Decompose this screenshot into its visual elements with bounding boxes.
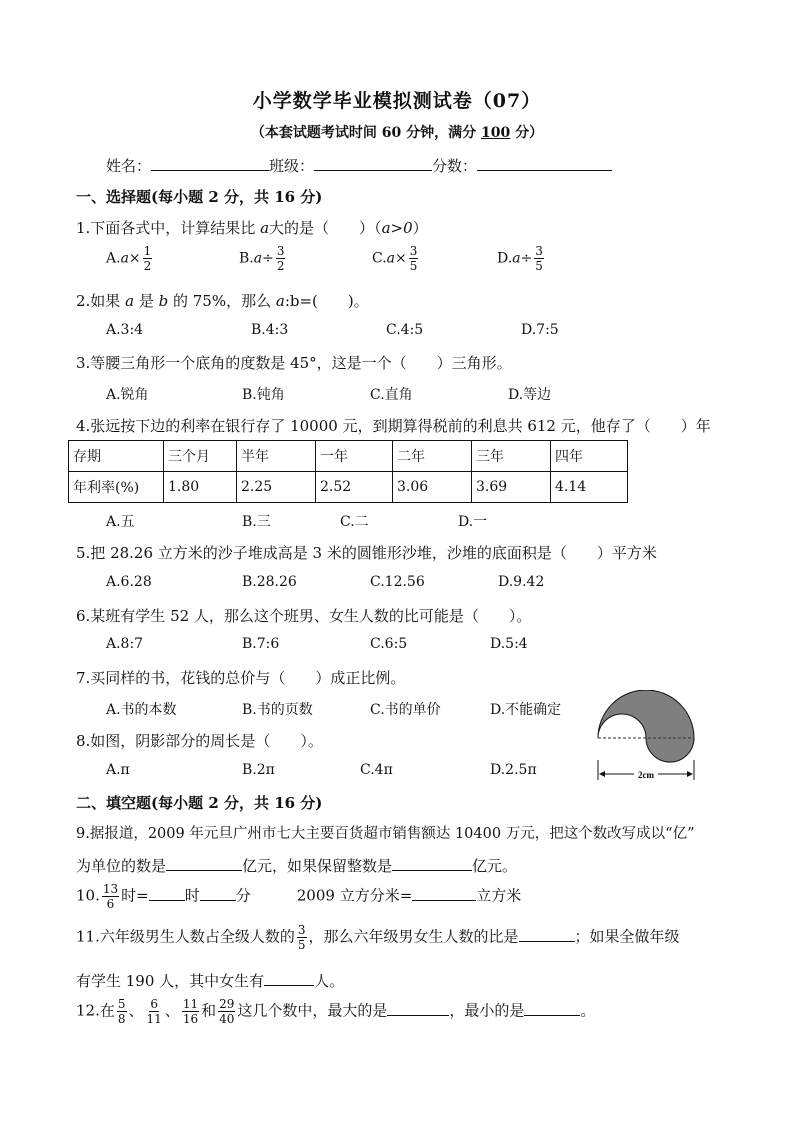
q5-option-c[interactable]: C.12.56 <box>370 574 425 590</box>
table-cell: 半年 <box>237 441 316 472</box>
q1-text-c: ） <box>412 219 428 237</box>
q1-option-b[interactable] <box>239 244 287 273</box>
name-row <box>106 155 612 176</box>
q7-option-d[interactable]: D.不能确定 <box>490 702 562 718</box>
q2-text: 2.如果 <box>76 292 126 310</box>
q1-condition: a>0 <box>381 219 413 237</box>
question-9-line-1: 9.据报道，2009 年元旦广州市七大主要百货超市销售额达 10400 万元，把这个数改写成以“亿” <box>76 826 695 842</box>
q10-text: 时= <box>121 886 149 905</box>
denominator: 5 <box>409 259 418 273</box>
numerator: 3 <box>297 923 306 937</box>
option-expr: a÷ <box>253 250 274 267</box>
q11-text-b: ，那么六年级男女生人数的比是 <box>308 927 519 946</box>
table-cell: 4.14 <box>551 472 628 503</box>
q12-max-blank[interactable] <box>387 1001 449 1016</box>
denominator: 11 <box>146 1012 162 1026</box>
denominator: 5 <box>297 938 306 952</box>
numerator: 5 <box>117 997 126 1011</box>
q11-girls-blank[interactable] <box>264 971 314 986</box>
fraction <box>143 244 153 273</box>
option-expr: a× <box>386 250 407 267</box>
q12-text-c: ，最小的是 <box>449 1001 525 1020</box>
q11-text-d: 有学生 190 人，其中女生有 <box>76 972 265 990</box>
q3-option-a[interactable]: A.锐角 <box>106 387 149 403</box>
page-title: 小学数学毕业模拟测试卷（07） <box>252 90 542 112</box>
q9-blank-1[interactable] <box>166 856 242 871</box>
q4-option-a[interactable]: A.五 <box>106 514 135 530</box>
q3-option-c[interactable]: C.直角 <box>370 387 413 403</box>
q10-volume-unit: 立方米 <box>476 886 522 905</box>
question-11-line-1 <box>76 923 680 952</box>
fraction <box>409 244 419 273</box>
subtitle-text: （本套试题考试时间 60 分钟，满分 <box>250 125 481 141</box>
name-blank[interactable] <box>151 156 269 171</box>
question-10 <box>76 882 521 911</box>
q12-and: 和 <box>201 1001 217 1020</box>
q2-var-a: a <box>125 292 135 310</box>
fraction <box>117 997 127 1026</box>
question-8: 8.如图，阴影部分的周长是（ ）。 <box>76 732 323 750</box>
q12-min-blank[interactable] <box>524 1001 580 1016</box>
question-9-line-2 <box>76 855 517 876</box>
question-4: 4.张远按下边的利率在银行存了 10000 元，到期算得税前的利息共 612 元，他存了（ ）年 <box>76 417 711 435</box>
score-label: 分数： <box>432 157 478 175</box>
q2-option-d[interactable]: D.7:5 <box>521 322 559 338</box>
score-blank[interactable] <box>477 156 612 171</box>
q1-var: a <box>260 219 270 237</box>
table-cell: 1.80 <box>164 472 237 503</box>
q8-option-c[interactable]: C.4π <box>360 762 393 778</box>
q2-option-a[interactable]: A.3:4 <box>106 322 144 338</box>
table-row <box>69 472 628 503</box>
q7-option-b[interactable]: B.书的页数 <box>242 702 313 718</box>
numerator: 1 <box>143 244 152 258</box>
question-3: 3.等腰三角形一个底角的度数是 45°，这是一个（ ）三角形。 <box>76 354 512 372</box>
exam-subtitle <box>0 122 794 142</box>
option-expr: a× <box>120 250 141 267</box>
table-cell: 三个月 <box>164 441 237 472</box>
numerator: 3 <box>535 244 543 258</box>
fraction <box>182 997 199 1026</box>
q8-option-b[interactable]: B.2π <box>242 762 275 778</box>
q6-option-c[interactable]: C.6:5 <box>370 636 408 652</box>
q7-option-c[interactable]: C.书的单价 <box>370 702 441 718</box>
denominator: 2 <box>143 259 152 273</box>
subtitle-text-end: 分） <box>510 125 544 141</box>
denominator: 40 <box>219 1012 235 1026</box>
q6-option-b[interactable]: B.7:6 <box>242 636 280 652</box>
numerator: 13 <box>102 882 119 896</box>
full-score: 100 <box>481 125 511 141</box>
fraction <box>534 244 544 273</box>
numerator: 6 <box>150 997 158 1011</box>
question-7: 7.买同样的书，花钱的总价与（ ）成正比例。 <box>76 669 406 687</box>
numerator: 3 <box>276 244 285 258</box>
table-header-row <box>69 441 628 472</box>
q12-text-b: 这几个数中，最大的是 <box>237 1001 388 1020</box>
q1-text: 1.下面各式中，计算结果比 <box>76 219 261 237</box>
table-cell: 一年 <box>316 441 393 472</box>
shaded-region <box>598 690 694 762</box>
q9-text-b: 亿元，如果保留整数是 <box>242 857 393 875</box>
q9-text-c: 亿元。 <box>472 857 518 875</box>
q8-option-a[interactable]: A.π <box>106 762 130 778</box>
q1-option-c[interactable] <box>372 244 420 273</box>
separator: 、 <box>164 1001 180 1020</box>
q11-text: 11.六年级男生人数占全级人数的 <box>76 927 295 946</box>
numerator: 29 <box>219 997 235 1011</box>
q2-option-c[interactable]: C.4:5 <box>386 322 424 338</box>
table-cell: 四年 <box>551 441 628 472</box>
q3-option-d[interactable]: D.等边 <box>508 387 552 403</box>
q11-ratio-blank[interactable] <box>519 927 575 942</box>
separator: 、 <box>128 1001 144 1020</box>
q10-hour-blank[interactable] <box>149 886 185 901</box>
denominator: 2 <box>276 259 285 273</box>
question-2 <box>76 290 369 311</box>
q1-option-d[interactable] <box>497 244 546 273</box>
denominator: 16 <box>182 1012 199 1026</box>
q4-option-d[interactable]: D.一 <box>458 514 488 530</box>
fraction <box>218 997 235 1026</box>
table-cell: 存期 <box>69 441 164 472</box>
option-label: A. <box>106 250 121 267</box>
table-cell: 2.25 <box>237 472 316 503</box>
q8-figure <box>590 690 708 786</box>
q3-option-b[interactable]: B.钝角 <box>242 387 285 403</box>
option-expr: a÷ <box>512 250 533 267</box>
question-11-line-2 <box>76 970 344 991</box>
table-cell: 3.06 <box>393 472 472 503</box>
q5-option-b[interactable]: B.28.26 <box>242 574 297 590</box>
q2-option-b[interactable]: B.4:3 <box>251 322 289 338</box>
q11-text-e: 人。 <box>314 972 345 990</box>
q2-var-b: b <box>158 292 169 310</box>
question-5: 5.把 28.26 立方米的沙子堆成高是 3 米的圆锥形沙堆，沙堆的底面积是（ ）平方米 <box>76 544 657 562</box>
q6-option-d[interactable]: D.5:4 <box>490 636 528 652</box>
q10-volume-text: 2009 立方分米= <box>296 886 413 905</box>
arrow-left-icon <box>599 771 605 777</box>
q8-option-d[interactable]: D.2.5π <box>490 762 537 778</box>
denominator: 5 <box>535 259 543 273</box>
q10-minute-unit: 分 <box>235 886 251 905</box>
q5-option-d[interactable]: D.9.42 <box>498 574 545 590</box>
denominator: 6 <box>106 897 115 911</box>
q10-volume-blank[interactable] <box>412 886 476 901</box>
fraction <box>146 997 163 1026</box>
q5-option-a[interactable]: A.6.28 <box>106 574 152 590</box>
table-cell: 年利率(%) <box>69 472 164 503</box>
table-cell: 三年 <box>472 441 551 472</box>
class-blank[interactable] <box>314 156 432 171</box>
q9-blank-2[interactable] <box>392 856 472 871</box>
q9-text: 为单位的数是 <box>76 857 167 875</box>
numerator: 3 <box>409 244 418 258</box>
q2-text-b: 是 <box>134 292 159 310</box>
q1-option-a[interactable] <box>106 244 154 273</box>
table-cell: 3.69 <box>472 472 551 503</box>
numerator: 11 <box>182 997 199 1011</box>
q2-text-c: 的 75%，那么 <box>168 292 276 310</box>
fraction <box>102 882 119 911</box>
q10-hour-unit: 时 <box>184 886 200 905</box>
table-cell: 二年 <box>393 441 472 472</box>
name-label: 姓名： <box>106 157 152 175</box>
option-label: B. <box>239 250 254 267</box>
q1-text-b: 大的是（ ）（ <box>269 219 382 237</box>
q4-option-b[interactable]: B.三 <box>242 514 271 530</box>
table-cell: 2.52 <box>316 472 393 503</box>
arrow-right-icon <box>687 771 693 777</box>
dimension-label: 2cm <box>638 770 654 780</box>
q4-option-c[interactable]: C.二 <box>340 514 369 530</box>
class-label: 班级： <box>269 157 315 175</box>
q10-number: 10. <box>76 886 100 905</box>
option-label: C. <box>372 250 387 267</box>
q12-text-d: 。 <box>580 1001 596 1020</box>
question-12 <box>76 997 595 1026</box>
interest-rate-table <box>68 440 628 503</box>
q12-text: 12.在 <box>76 1001 115 1020</box>
q7-option-a[interactable]: A.书的本数 <box>106 702 177 718</box>
q2-text-d: :b=( )。 <box>284 292 369 310</box>
question-6: 6.某班有学生 52 人，那么这个班男、女生人数的比可能是（ ）。 <box>76 607 532 625</box>
q11-text-c: ；如果全做年级 <box>574 927 680 946</box>
section-fill-heading: 二、填空题(每小题 2 分，共 16 分) <box>76 794 323 812</box>
q6-option-a[interactable]: A.8:7 <box>106 636 144 652</box>
q10-minute-blank[interactable] <box>200 886 236 901</box>
question-1 <box>76 217 428 238</box>
fraction <box>297 923 307 952</box>
q2-var-c: a <box>275 292 285 310</box>
denominator: 8 <box>117 1012 126 1026</box>
option-label: D. <box>497 250 513 267</box>
section-choice-heading: 一、选择题(每小题 2 分，共 16 分) <box>76 188 323 206</box>
fraction <box>276 244 286 273</box>
